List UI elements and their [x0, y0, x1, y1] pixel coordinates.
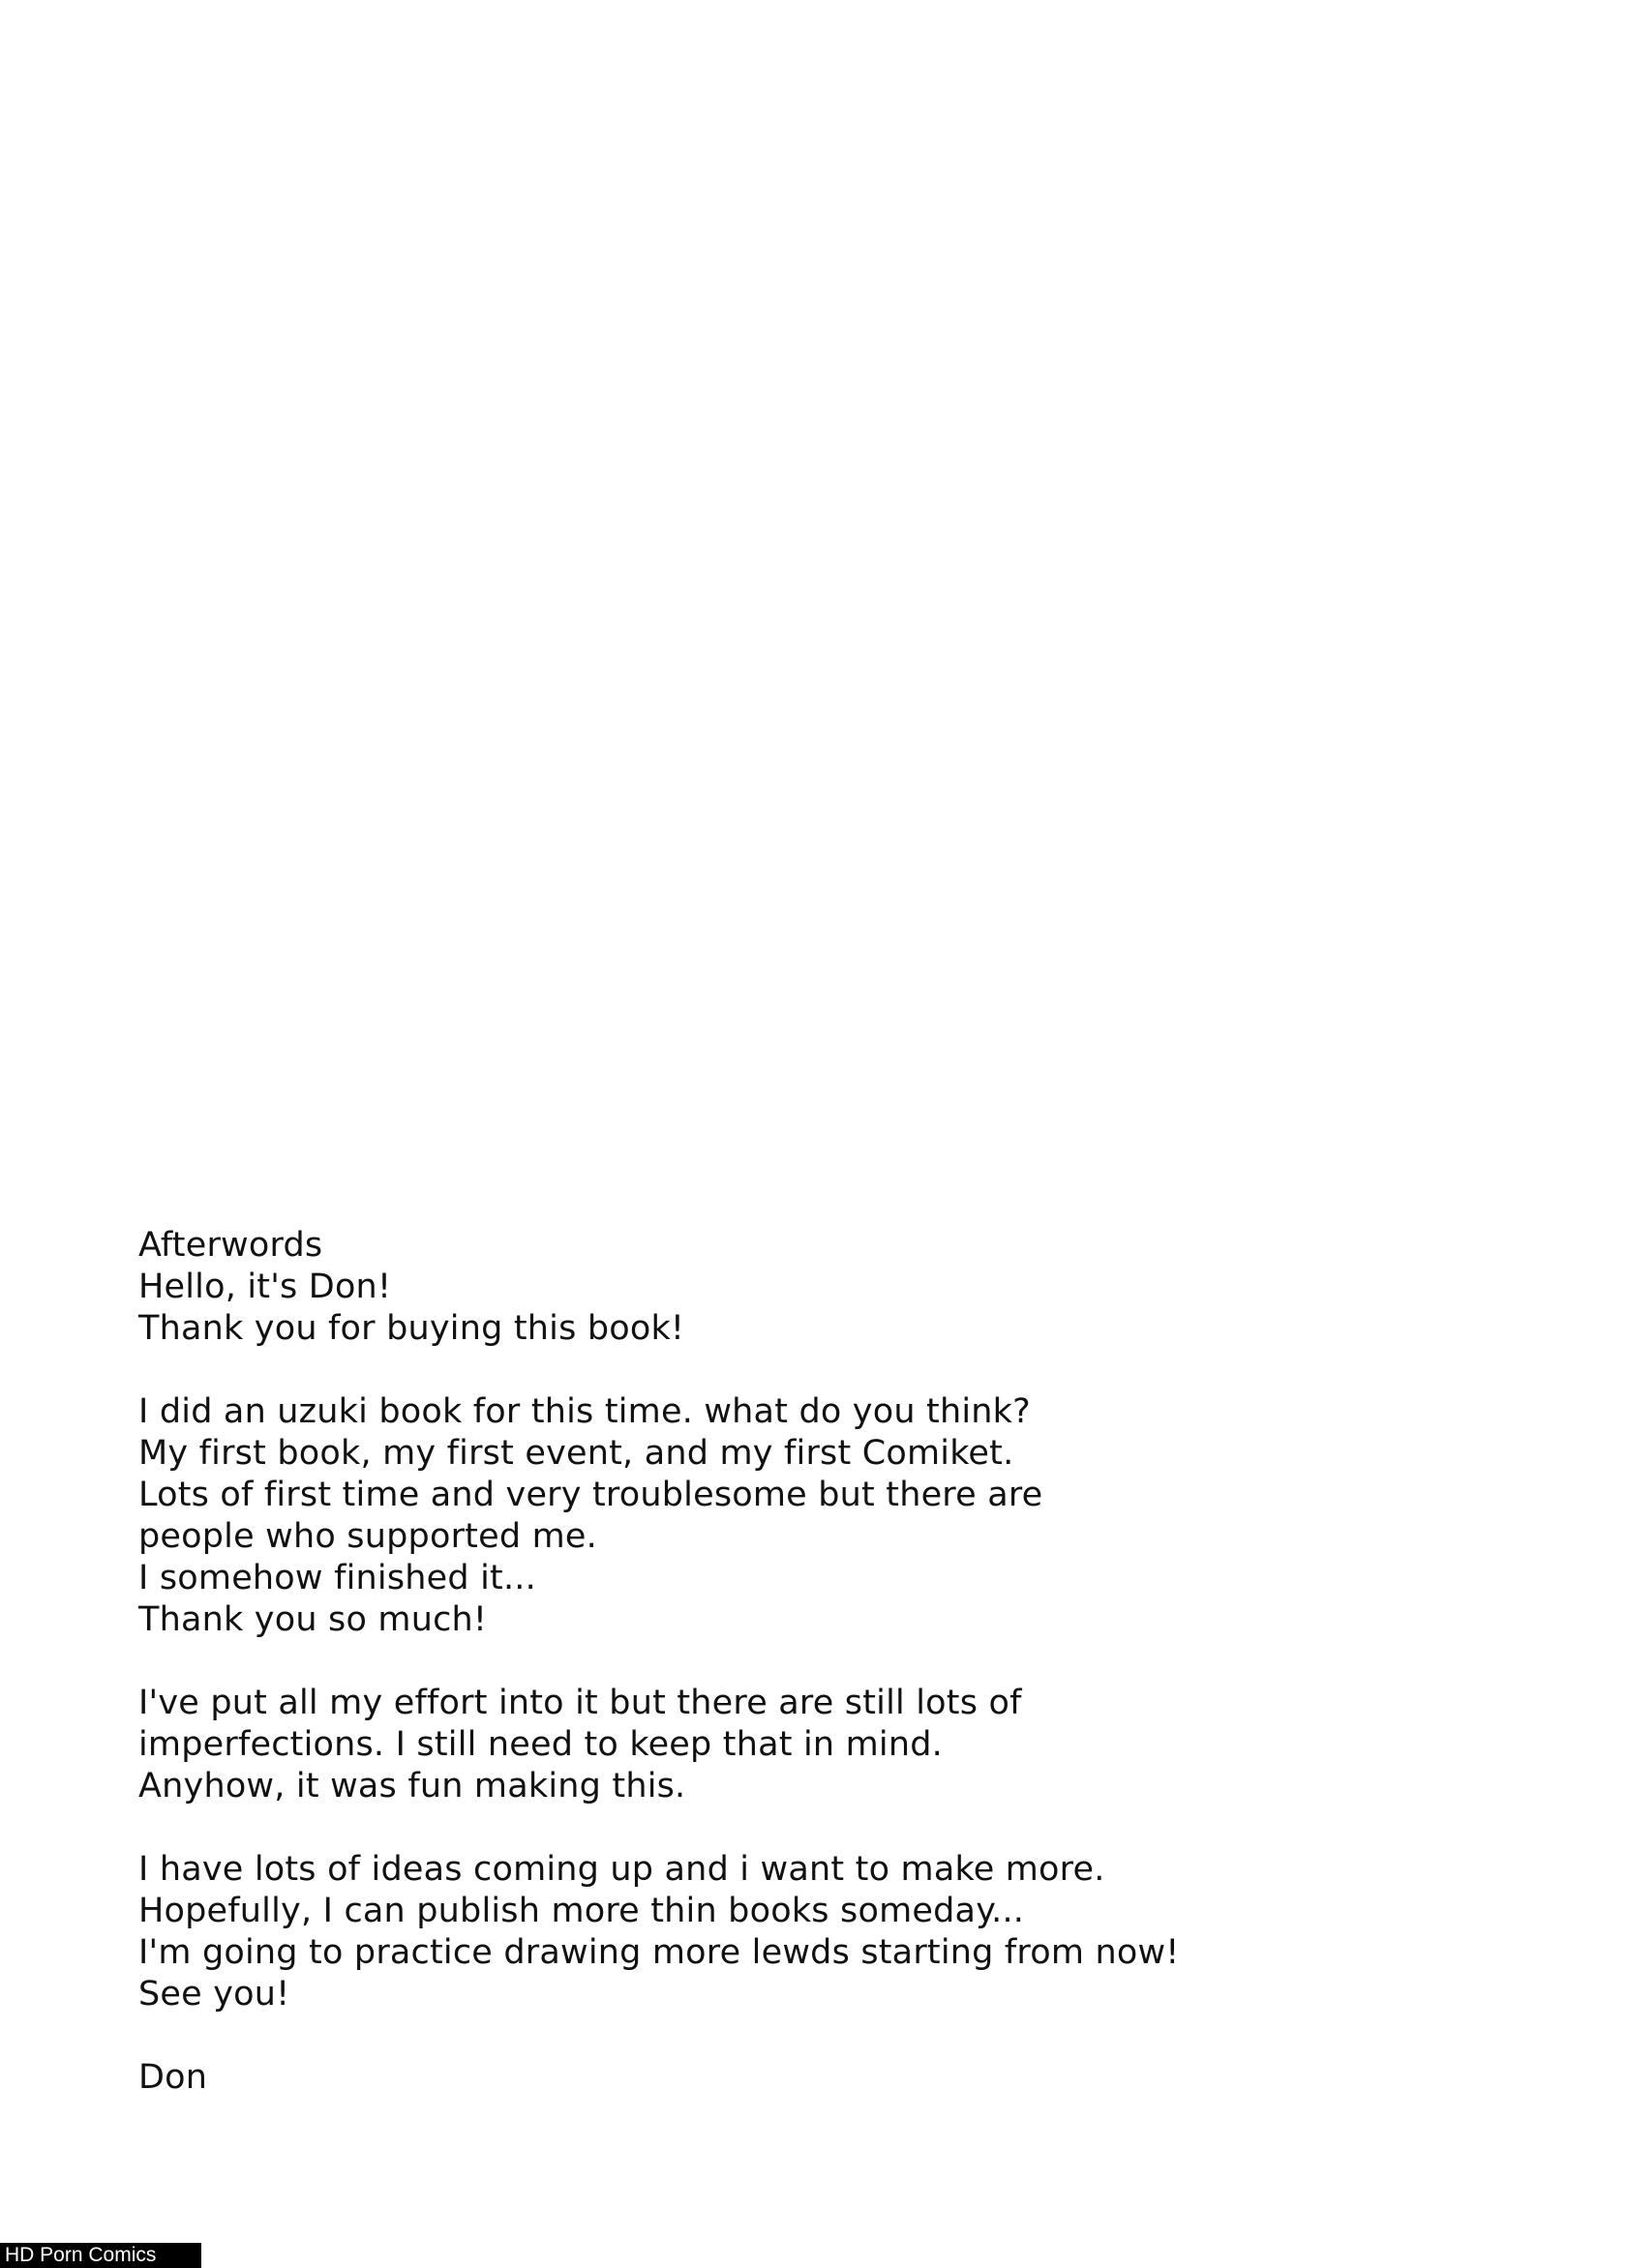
author-signature: Don: [138, 2058, 208, 2097]
text-line: My first book, my first event, and my first Comiket.: [138, 1434, 1014, 1473]
text-line: Anyhow, it was fun making this.: [138, 1767, 686, 1805]
afterword-paragraph-3: [138, 1683, 1300, 1807]
afterword-paragraph-1: [138, 1267, 1300, 1350]
site-watermark: HD Porn Comics: [0, 2243, 201, 2268]
text-line: I somehow finished it...: [138, 1559, 536, 1597]
text-line: people who supported me.: [138, 1517, 597, 1556]
text-line: I did an uzuki book for this time. what do you think?: [138, 1392, 1031, 1431]
afterword-text-block: [138, 1225, 1300, 2099]
text-line: I have lots of ideas coming up and i want to make more.: [138, 1850, 1105, 1889]
text-line: Hopefully, I can publish more thin books someday...: [138, 1892, 1025, 1930]
text-line: I've put all my effort into it but there are still lots of: [138, 1684, 1022, 1722]
afterword-paragraph-4: [138, 1849, 1300, 2015]
text-line: I'm going to practice drawing more lewds starting from now!: [138, 1933, 1180, 1972]
text-line: imperfections. I still need to keep that in mind.: [138, 1725, 943, 1764]
afterword-paragraph-2: [138, 1391, 1300, 1641]
text-line: Thank you for buying this book!: [138, 1309, 685, 1348]
text-line: Thank you so much!: [138, 1600, 488, 1639]
afterword-heading: Afterwords: [138, 1226, 323, 1265]
text-line: See you!: [138, 1975, 290, 2014]
text-line: Lots of first time and very troublesome but there are: [138, 1476, 1043, 1514]
text-line: Hello, it's Don!: [138, 1268, 392, 1306]
